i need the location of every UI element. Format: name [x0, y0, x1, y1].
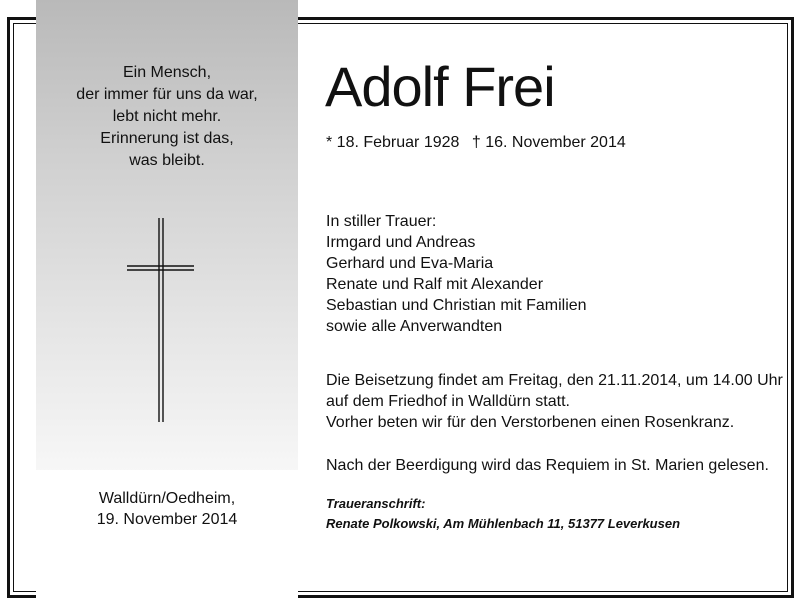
birth-date: * 18. Februar 1928: [326, 134, 460, 151]
date: 19. November 2014: [96, 511, 238, 528]
burial-line: Vorher beten wir für den Verstorbenen einen Rosenkranz.: [326, 414, 735, 431]
place: Walldürn/Oedheim,: [98, 490, 236, 507]
motto-line: der immer für uns da war,: [76, 86, 258, 103]
motto: [36, 62, 298, 172]
mourner-line: sowie alle Anverwandten: [326, 318, 503, 335]
life-dates: [326, 133, 634, 153]
address-label: Traueranschrift:: [326, 496, 426, 511]
motto-line: was bleibt.: [129, 152, 205, 169]
burial-info: [326, 370, 783, 433]
death-date: † 16. November 2014: [471, 134, 626, 151]
cross-icon: [126, 216, 196, 426]
mourners-intro: In stiller Trauer:: [326, 213, 437, 230]
burial-line: auf dem Friedhof in Walldürn statt.: [326, 393, 570, 410]
mourners: [326, 211, 587, 337]
place-date: [36, 488, 298, 530]
burial-line: Die Beisetzung findet am Freitag, den 21.11.2014, um 14.00 Uhr: [326, 372, 783, 389]
deceased-name: Adolf Frei: [325, 55, 555, 118]
mourner-line: Sebastian und Christian mit Familien: [326, 297, 587, 314]
motto-line: lebt nicht mehr.: [112, 108, 222, 125]
mourner-line: Gerhard und Eva-Maria: [326, 255, 494, 272]
motto-line: Ein Mensch,: [122, 64, 212, 81]
motto-line: Erinnerung ist das,: [100, 130, 234, 147]
mourning-address: [326, 494, 680, 534]
requiem-info: Nach der Beerdigung wird das Requiem in St. Marien gelesen.: [326, 457, 769, 474]
mourner-line: Renate und Ralf mit Alexander: [326, 276, 544, 293]
mourner-line: Irmgard und Andreas: [326, 234, 476, 251]
address-line: Renate Polkowski, Am Mühlenbach 11, 51377 Leverkusen: [326, 516, 681, 531]
